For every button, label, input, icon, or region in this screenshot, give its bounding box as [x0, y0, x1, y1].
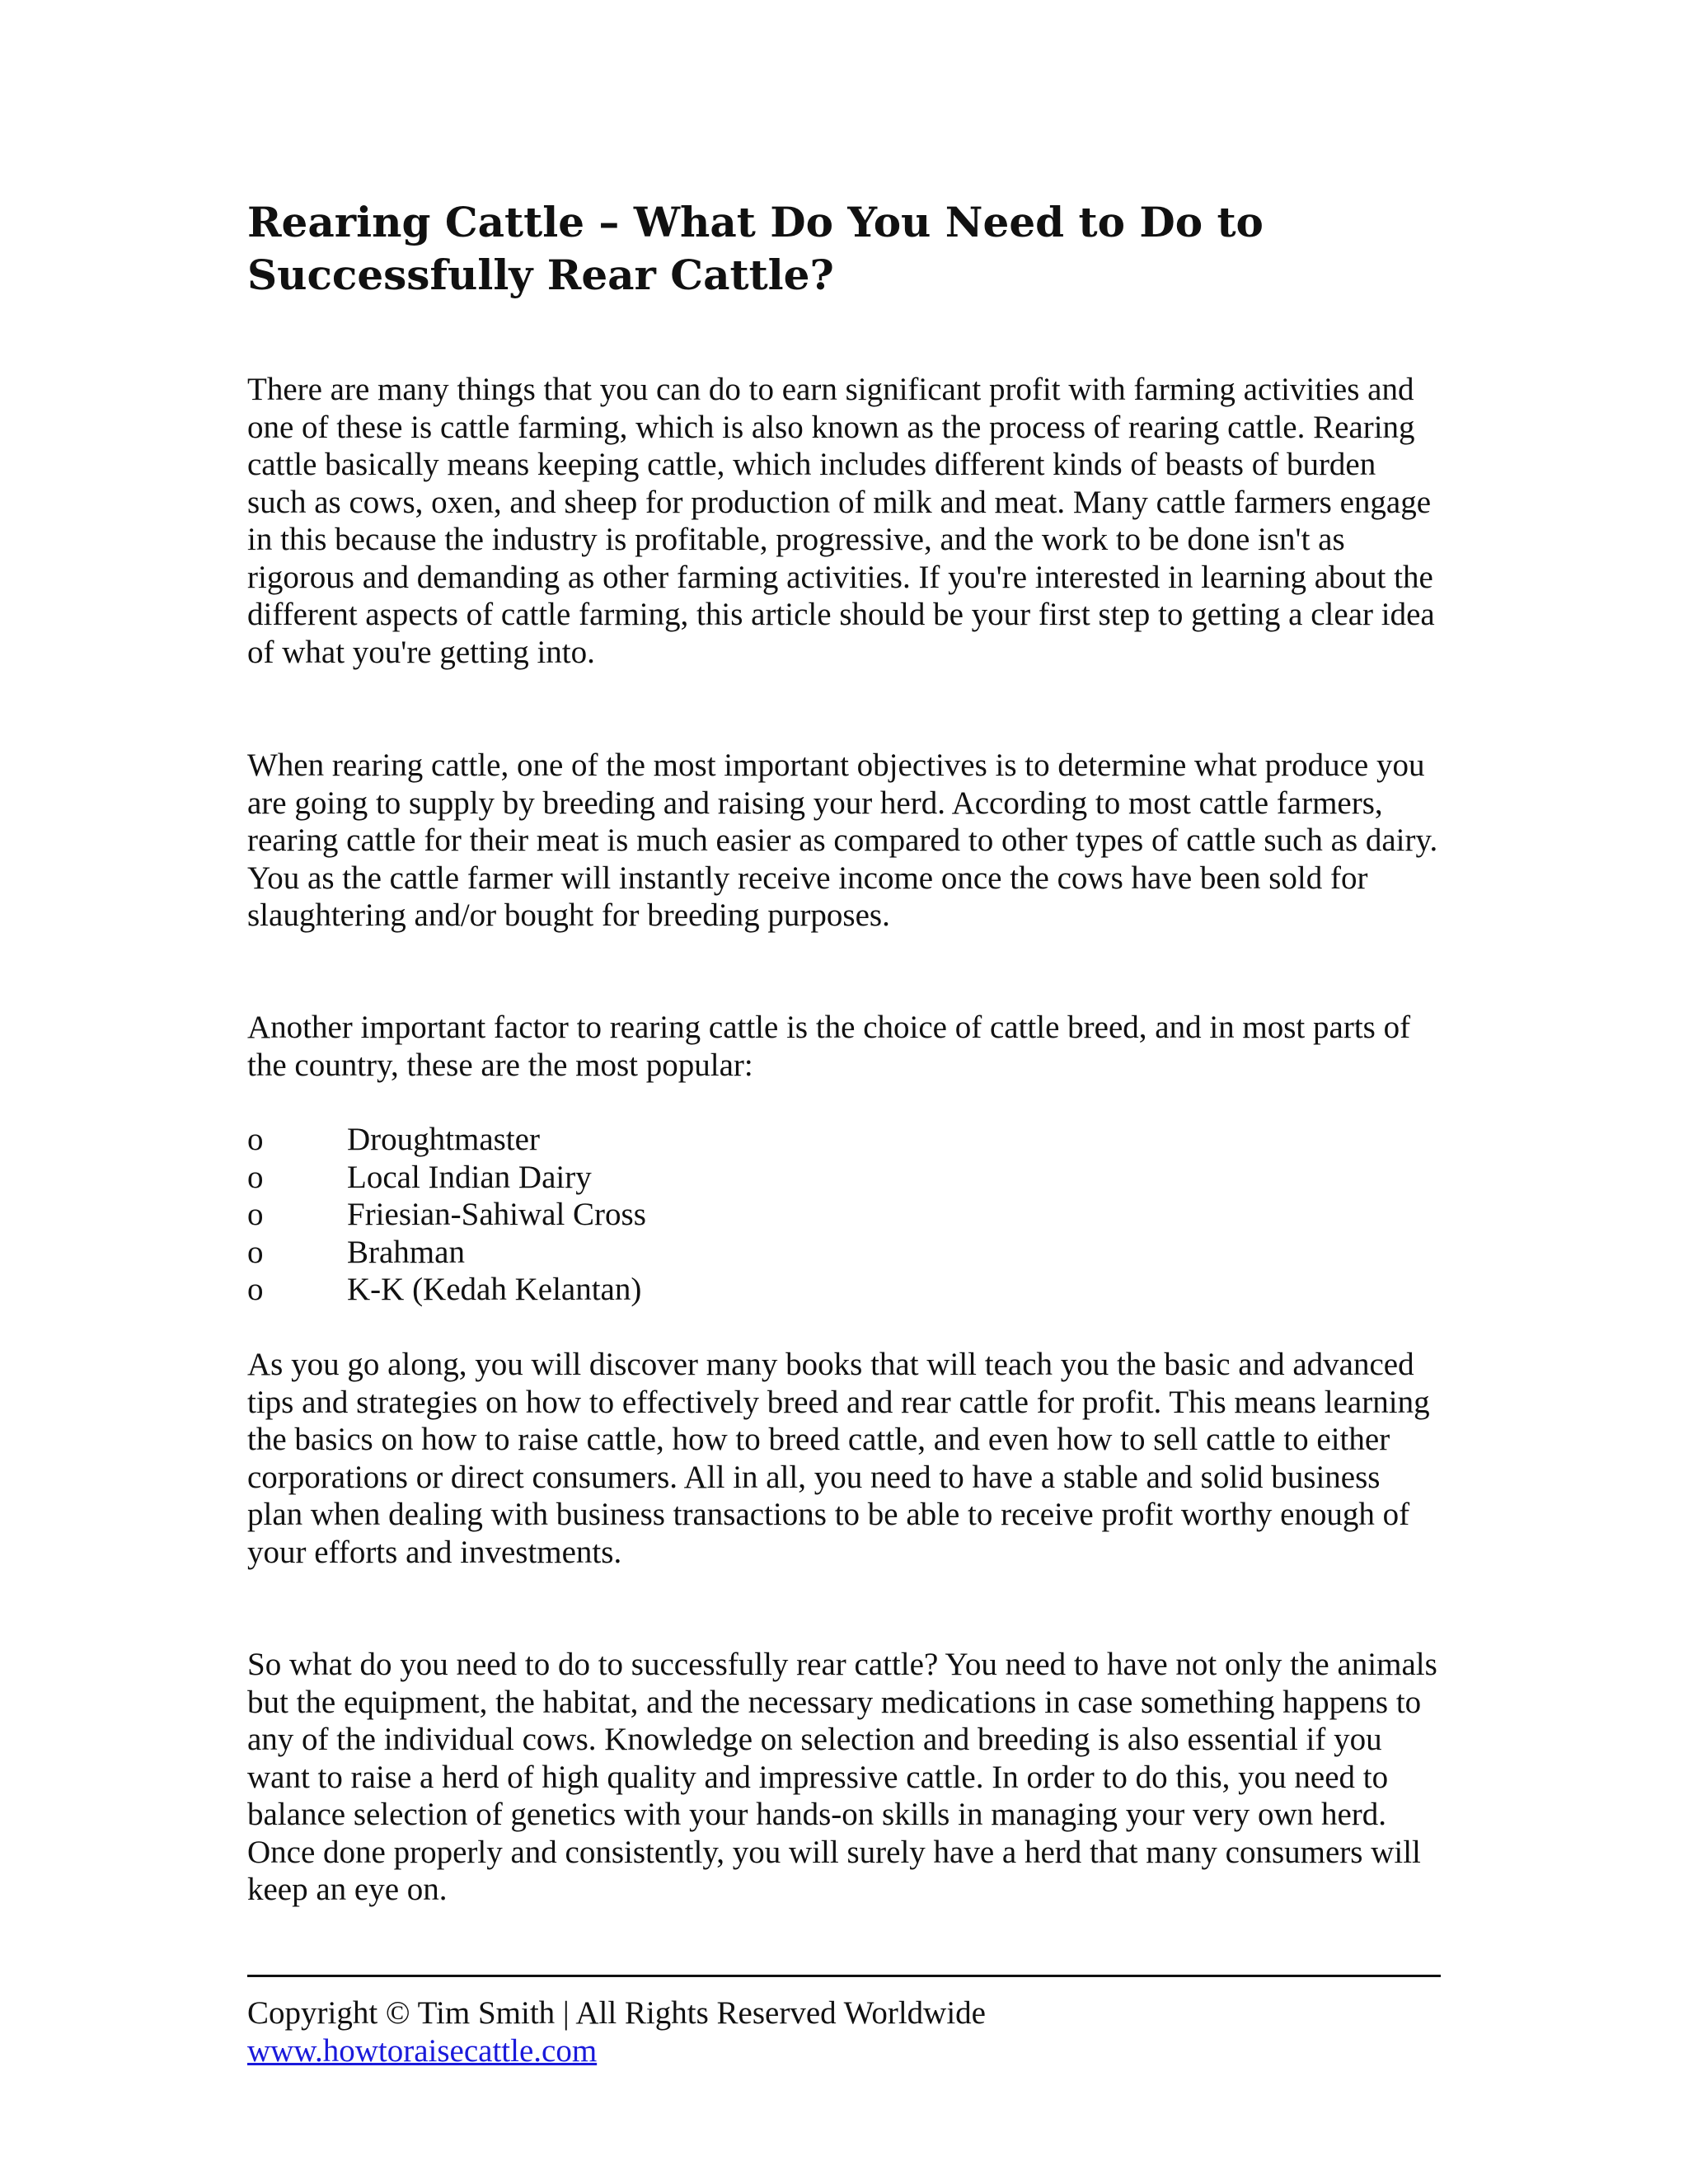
document-page: [247, 0, 1442, 2184]
list-item: [247, 1121, 1442, 1159]
list-item: [247, 1196, 1442, 1234]
breed-name: K-K (Kedah Kelantan): [347, 1272, 642, 1307]
breed-list: [247, 1121, 1442, 1309]
list-item: [247, 1271, 1442, 1309]
bullet-marker: o: [247, 1122, 264, 1157]
paragraph-intro: There are many things that you can do to earn significant profit with farming activities and one of these is cattle farming, which is also known as the process of rearing cattle. Rearing cattle basically means keeping cattle, which includes different kinds of beasts of burden such as cows, oxen, and sheep for production of milk and meat. Many cattle farmers engage in this because the industry is profitable, progressive, and the work to be done isn't as rigorous and demanding as other farming activities. If you're interested in learning about the different aspects of cattle farming, this article should be your first step to getting a clear idea of what you're getting into.: [247, 372, 1435, 670]
footer: [247, 1994, 1442, 2069]
footer-divider: [247, 1975, 1441, 1977]
bullet-marker: o: [247, 1272, 264, 1307]
list-item: [247, 1159, 1442, 1197]
paragraph-breed-choice: Another important factor to rearing cattle is the choice of cattle breed, and in most parts of the country, these are the most popular:: [247, 1010, 1411, 1083]
paragraph-books: As you go along, you will discover many books that will teach you the basic and advanced tips and strategies on how to effectively breed and rear cattle for profit. This means learning the basics on how to raise cattle, how to breed cattle, and even how to sell cattle to either corporations or direct consumers. All in all, you need to have a stable and solid business plan when dealing with business transactions to be able to receive profit worthy enough of your efforts and investments.: [247, 1347, 1430, 1570]
copyright-notice: Copyright © Tim Smith | All Rights Reserved Worldwide: [247, 1995, 986, 2031]
article-title: Rearing Cattle – What Do You Need to Do to Successfully Rear Cattle?: [247, 198, 1264, 299]
bullet-marker: o: [247, 1197, 264, 1232]
breed-name: Local Indian Dairy: [347, 1159, 592, 1195]
website-link[interactable]: www.howtoraisecattle.com: [247, 2032, 598, 2069]
paragraph-conclusion: So what do you need to do to successfully rear cattle? You need to have not only the animals but the equipment, the habitat, and the necessary medications in case something happens to any of the individual cows. Knowledge on selection and breeding is also essential if you want to raise a herd of high quality and impressive cattle. In order to do this, you need to balance selection of genetics with your hands-on skills in managing your very own herd. Once done properly and consistently, you will surely have a herd that many consumers will keep an eye on.: [247, 1647, 1437, 1907]
list-item: [247, 1234, 1442, 1272]
breed-name: Brahman: [347, 1234, 465, 1270]
breed-name: Friesian-Sahiwal Cross: [347, 1197, 646, 1232]
bullet-marker: o: [247, 1234, 264, 1270]
breed-name: Droughtmaster: [347, 1122, 540, 1157]
bullet-marker: o: [247, 1159, 264, 1195]
paragraph-objectives: When rearing cattle, one of the most important objectives is to determine what produce you are going to supply by breeding and raising your herd. According to most cattle farmers, rearing cattle for their meat is much easier as compared to other types of cattle such as dairy. You as the cattle farmer will instantly receive income once the cows have been sold for slaughtering and/or bought for breeding purposes.: [247, 748, 1438, 933]
